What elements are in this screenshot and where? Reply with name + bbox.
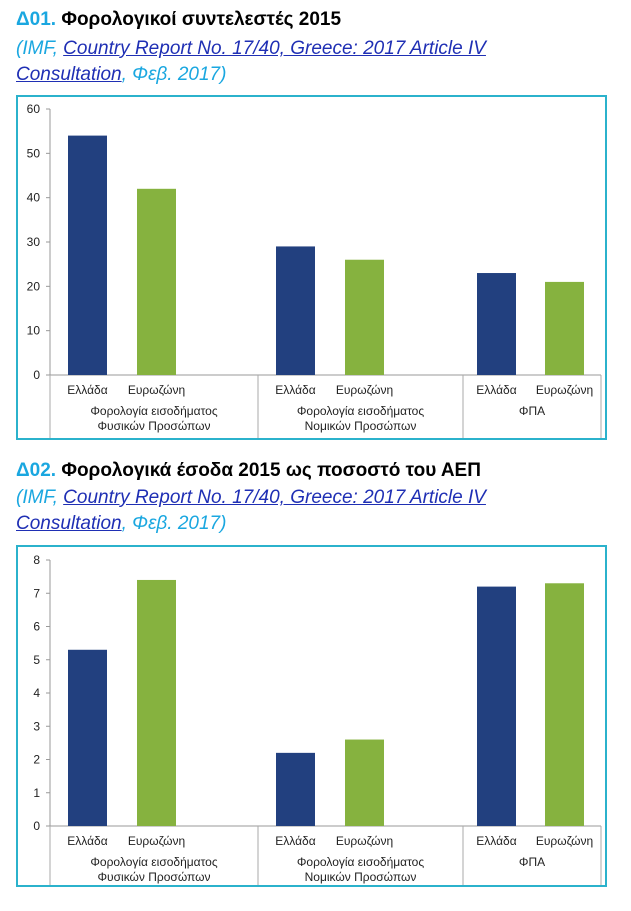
- y-tick-label: 7: [33, 586, 40, 601]
- series-label: Ελλάδα: [476, 834, 517, 848]
- series-label: Ελλάδα: [275, 834, 316, 848]
- category-label: Νομικών Προσώπων: [304, 870, 417, 884]
- series-label: Ευρωζώνη: [535, 834, 594, 848]
- y-tick-label: 5: [33, 652, 40, 667]
- series-label: Ελλάδα: [275, 383, 316, 397]
- source-link-line2[interactable]: Consultation: [16, 513, 122, 534]
- chart-code: Δ01.: [16, 9, 57, 30]
- category-label: ΦΠΑ: [518, 404, 546, 418]
- section-tax-revenue: [0, 445, 631, 911]
- category-label: Φυσικών Προσώπων: [97, 419, 211, 433]
- y-tick-label: 2: [33, 752, 40, 767]
- y-tick-label: 6: [33, 619, 40, 634]
- chart-code: Δ02.: [16, 460, 57, 481]
- series-label: Ελλάδα: [67, 383, 108, 397]
- y-tick-label: 3: [33, 719, 40, 734]
- series-label: Ελλάδα: [476, 383, 517, 397]
- chart-source: [16, 485, 486, 537]
- chart-frame: [16, 545, 607, 887]
- category-label: Φυσικών Προσώπων: [97, 870, 211, 884]
- bar-greece: [68, 650, 107, 826]
- y-tick-label: 0: [33, 819, 40, 833]
- bar-eurozone: [545, 282, 584, 375]
- bar-eurozone: [137, 189, 176, 375]
- bar-greece: [477, 273, 516, 375]
- chart-title: Φορολογικοί συντελεστές 2015: [61, 9, 342, 30]
- bar-eurozone: [345, 260, 384, 375]
- source-prefix: (IMF,: [16, 38, 64, 59]
- y-tick-label: 4: [33, 686, 40, 700]
- bar-greece: [68, 136, 107, 375]
- y-tick-label: 20: [26, 279, 40, 294]
- bar-greece: [276, 246, 315, 375]
- chart-heading: [16, 9, 341, 31]
- category-label: ΦΠΑ: [518, 855, 546, 869]
- y-tick-label: 60: [26, 102, 40, 116]
- source-suffix: , Φεβ. 2017): [121, 64, 227, 85]
- y-tick-label: 0: [33, 368, 40, 382]
- series-label: Ευρωζώνη: [335, 383, 394, 397]
- source-suffix: , Φεβ. 2017): [121, 513, 227, 534]
- source-link-line1[interactable]: Country Report No. 17/40, Greece: 2017 Article IV: [63, 487, 486, 508]
- category-label: Φορολογία εισοδήματος: [90, 855, 218, 869]
- y-tick-label: 40: [26, 190, 40, 205]
- bar-chart-tax-rates: [18, 97, 605, 438]
- category-label: Φορολογία εισοδήματος: [90, 404, 218, 418]
- category-label: Φορολογία εισοδήματος: [296, 855, 425, 869]
- bar-eurozone: [545, 583, 584, 826]
- series-label: Ευρωζώνη: [335, 834, 394, 848]
- bar-greece: [276, 753, 315, 826]
- category-label: Νομικών Προσώπων: [304, 419, 417, 433]
- series-label: Ευρωζώνη: [535, 383, 594, 397]
- source-prefix: (IMF,: [16, 487, 64, 508]
- chart-title: Φορολογικά έσοδα 2015 ως ποσοστό του ΑΕΠ: [61, 460, 481, 481]
- y-tick-label: 30: [26, 235, 40, 249]
- bar-greece: [477, 587, 516, 826]
- y-tick-label: 10: [26, 323, 40, 338]
- chart-source: [16, 36, 486, 88]
- y-tick-label: 1: [33, 785, 40, 800]
- category-label: Φορολογία εισοδήματος: [296, 404, 425, 418]
- bar-eurozone: [345, 740, 384, 826]
- section-tax-rates: [0, 0, 631, 445]
- bar-eurozone: [137, 580, 176, 826]
- y-tick-label: 50: [26, 146, 40, 161]
- chart-frame: [16, 95, 607, 440]
- chart-heading: [16, 460, 481, 482]
- bar-chart-tax-revenue: [18, 547, 605, 885]
- series-label: Ευρωζώνη: [127, 834, 186, 848]
- y-tick-label: 8: [33, 553, 40, 567]
- source-link-line1[interactable]: Country Report No. 17/40, Greece: 2017 Article IV: [63, 38, 486, 59]
- series-label: Ευρωζώνη: [127, 383, 186, 397]
- series-label: Ελλάδα: [67, 834, 108, 848]
- source-link-line2[interactable]: Consultation: [16, 64, 122, 85]
